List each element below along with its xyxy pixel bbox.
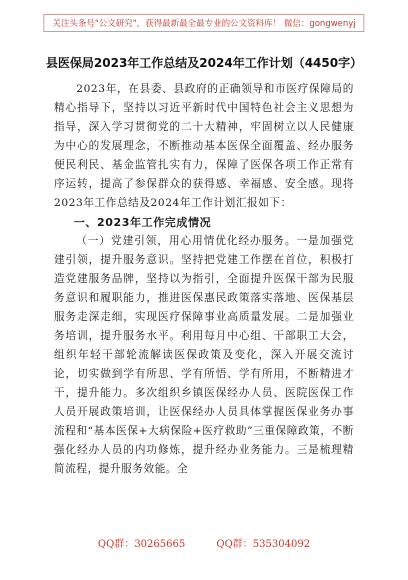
document-title: 县医保局2023年工作总结及2024年工作计划（4450字） — [45, 56, 363, 70]
qq-group-1: QQ群：30265665 — [97, 539, 186, 550]
footer-contact — [0, 535, 408, 550]
qq-group-2: QQ群：535304092 — [216, 539, 311, 550]
intro-paragraph: 2023年，在县委、县政府的正确领导和市医疗保障局的精心指导下，坚持以习近平新时代中国特色社会主义思想为指导，深入学习贯彻党的二十大精神，牢固树立以人民健康为中心的发展理念，不断推动基本医保全面覆盖、经办服务便民利民、基金监管扎实有力，保障了医保各项工作正常有序运转，提高了参保群众的获得感、幸福感、安全感。现将2023年工作总结及2024年工作计划汇报如下： — [54, 83, 354, 209]
section-paragraph: （一）党建引领，用心用情优化经办服务。一是加强党建引领，提升服务意识。坚持把党建工作摆在首位，积极打造党建服务品牌，坚持以为指引，全面提升医保干部为民服务意识和履职能力，推进医保惠民政策落实落地、医保基层服务走深走细，实现医疗保障事业高质量发展。二是加强业务培训，提升服务水平。利用每月中心组、干部职工大会，组织年轻干部轮流解读医保政策及变化，深入开展交流讨论，切实做到学有所思、学有所悟、学有所用，不断精进才干，提升能力。多次组织乡镇医保经办人员、医院医保工作人员开展政策培训，让医保经办人员具体掌握医保业务办事流程和“基本医保+大病保险+医疗救助”三重保障政策，不断强化经办人员的内功修炼，提升经办业务能力。三是梳理精简流程，提升服务效能。全 — [54, 235, 354, 475]
header-banner: 关注头条号"公文研究"，获得最新最全最专业的公文资料库！ 微信：gongwenyj — [43, 14, 364, 32]
section-heading: 一、2023年工作完成情况 — [73, 216, 212, 229]
document-body — [54, 80, 354, 479]
